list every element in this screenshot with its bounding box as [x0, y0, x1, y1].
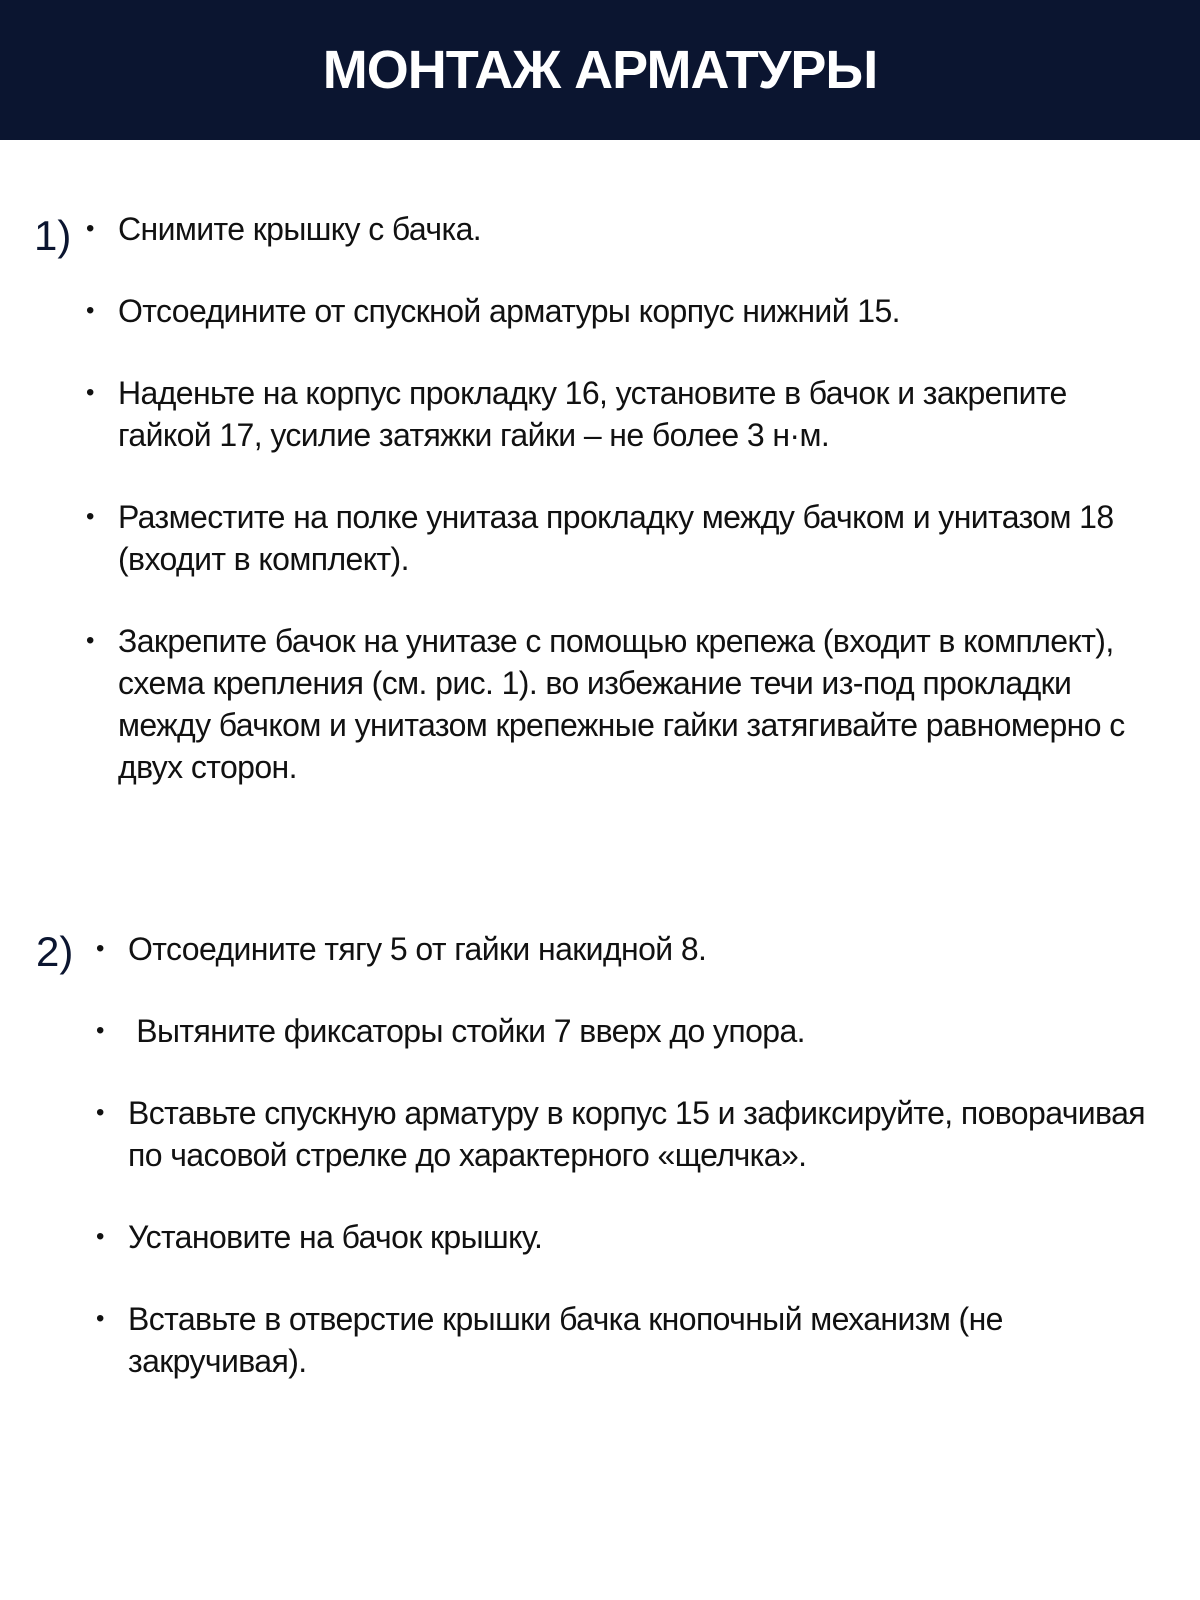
step-text: Вставьте в отверстие крышки бачка кнопочный механизм (не закручивая).	[128, 1301, 1003, 1379]
section-number-2: 2)	[36, 928, 74, 975]
step-text: Установите на бачок крышку.	[128, 1219, 543, 1255]
bullet-icon: •	[96, 935, 104, 962]
section-1-steps	[86, 208, 1138, 788]
list-item	[86, 208, 1138, 250]
bullet-icon: •	[86, 627, 94, 654]
step-text: Вставьте спускную арматуру в корпус 15 и зафиксируйте, поворачивая по часовой стрелке до характерного «щелчка».	[128, 1095, 1146, 1173]
bullet-icon: •	[86, 379, 94, 406]
list-item	[96, 1092, 1148, 1176]
section-2-steps	[96, 928, 1148, 1382]
step-text: Разместите на полке унитаза прокладку между бачком и унитазом 18 (входит в комплект).	[118, 499, 1114, 577]
step-text: Наденьте на корпус прокладку 16, установите в бачок и закрепите гайкой 17, усилие затяжки гайки – не более 3 н·м.	[118, 375, 1067, 453]
bullet-icon: •	[96, 1099, 104, 1126]
bullet-icon: •	[96, 1305, 104, 1332]
bullet-icon: •	[86, 297, 94, 324]
bullet-icon: •	[96, 1017, 104, 1044]
list-item	[96, 1298, 1148, 1382]
bullet-icon: •	[86, 215, 94, 242]
list-item	[86, 290, 1138, 332]
step-text: Закрепите бачок на унитазе с помощью крепежа (входит в комплект), схема крепления (см. рис. 1). во избежание течи из-под прокладки между бачком и унитазом крепежные гайки затягивайте равномерно с двух сторон.	[118, 623, 1125, 785]
section-number-1: 1)	[34, 212, 72, 259]
list-item	[86, 496, 1138, 580]
list-item	[96, 1216, 1148, 1258]
list-item	[96, 928, 1148, 970]
list-item	[96, 1010, 1148, 1052]
step-text: Отсоедините от спускной арматуры корпус нижний 15.	[118, 293, 900, 329]
step-text: Вытяните фиксаторы стойки 7 вверх до упора.	[128, 1013, 805, 1049]
bullet-icon: •	[96, 1223, 104, 1250]
page-title: МОНТАЖ АРМАТУРЫ	[322, 40, 878, 100]
step-text: Отсоедините тягу 5 от гайки накидной 8.	[128, 931, 707, 967]
list-item	[86, 372, 1138, 456]
step-text: Снимите крышку с бачка.	[118, 211, 482, 247]
bullet-icon: •	[86, 503, 94, 530]
page-header	[0, 0, 1200, 140]
list-item	[86, 620, 1138, 788]
